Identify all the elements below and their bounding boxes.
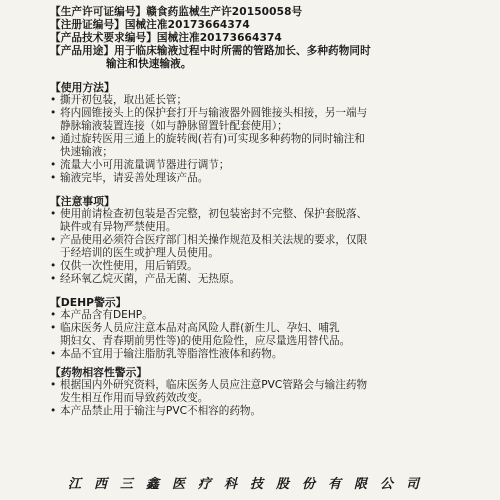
bullet-icon: • [50, 94, 57, 106]
drug-compatibility-title: 【药物相容性警示】 [50, 366, 148, 379]
drug-compatibility-item-text: 根据国内外研究资料，临床医务人员应注意PVC管路会与输注药物 [60, 379, 368, 391]
precaution-item-text: 产品使用必须符合医疗部门相关操作规范及相关法规的要求，仅限 [60, 234, 368, 246]
usage-method-item-3-cont [50, 146, 490, 159]
dehp-warning-item-1 [50, 309, 490, 322]
usage-method-item-4 [50, 159, 490, 172]
usage-method-item-text: 快速输液； [60, 146, 113, 158]
precaution-item-text: 使用前请检查初包装是否完整，初包装密封不完整、保护套脱落、 [60, 208, 368, 220]
drug-compatibility-item-1 [50, 379, 490, 392]
bullet-icon: • [50, 159, 57, 171]
technical-requirement-number: 【产品技术要求编号】国械注准20173664374 [50, 32, 282, 44]
bullet-icon: • [50, 260, 57, 272]
dehp-warning-item-text: 临床医务人员应注意本品对高风险人群(新生儿、孕妇、哺乳 [60, 322, 340, 334]
precaution-item-text: 仅供一次性使用，用后销毁。 [60, 260, 198, 272]
drug-compatibility-item-2 [50, 405, 490, 418]
drug-compatibility-list [50, 379, 490, 418]
drug-compatibility-item-1-cont [50, 392, 490, 405]
precaution-item-2 [50, 234, 490, 247]
precaution-item-3 [50, 260, 490, 273]
drug-compatibility-item-text: 本产品禁止用于输注与PVC不相容的药物。 [60, 405, 262, 417]
bullet-icon: • [50, 273, 57, 285]
dehp-warning-item-text: 本品不宜用于输注脂肪乳等脂溶性液体和药物。 [60, 348, 283, 360]
bullet-icon: • [50, 348, 57, 360]
usage-method-title: 【使用方法】 [50, 81, 115, 94]
bullet-icon: • [50, 234, 57, 246]
precautions-title: 【注意事项】 [50, 195, 115, 208]
usage-method-item-text: 将内圆锥接头上的保护套打开与输液器外圆锥接头相接，另一端与 [60, 107, 368, 119]
precautions-list [50, 208, 490, 286]
usage-method-list [50, 94, 490, 185]
usage-method-item-text: 输液完毕，请妥善处理该产品。 [60, 172, 209, 184]
usage-method-item-2-cont [50, 120, 490, 133]
dehp-warning-item-2 [50, 322, 490, 335]
product-usage-line-2: 输注和快速输液。 [106, 58, 192, 70]
usage-method-item-3 [50, 133, 490, 146]
bullet-icon: • [50, 208, 57, 220]
bullet-icon: • [50, 309, 57, 321]
bullet-icon: • [50, 107, 57, 119]
usage-method-item-text: 撕开初包装，取出延长管； [60, 94, 188, 106]
usage-method-item-1 [50, 94, 490, 107]
precaution-item-2-cont [50, 247, 490, 260]
dehp-warning-list [50, 309, 490, 361]
precaution-item-text: 经环氧乙烷灭菌，产品无菌、无热原。 [60, 273, 241, 285]
product-header [50, 6, 490, 71]
production-license: 【生产许可证编号】赣食药监械生产许20150058号 [50, 6, 303, 18]
usage-method-item-text: 通过旋转医用三通上的旋转阀(若有)可实现多种药物的同时输注和 [60, 133, 365, 145]
usage-method-item-text: 静脉输液装置连接（如与静脉留置针配套使用）； [60, 120, 288, 132]
company-name: 江西三鑫医疗科技股份有限公司 [67, 477, 432, 492]
usage-method-item-2 [50, 107, 490, 120]
bullet-icon: • [50, 322, 57, 334]
usage-method-item-text: 流量大小可用流量调节器进行调节； [60, 159, 230, 171]
precaution-item-text: 缺件或有异物严禁使用。 [60, 221, 177, 233]
usage-method-item-5 [50, 172, 490, 185]
precaution-item-1-cont [50, 221, 490, 234]
registration-certificate: 【注册证编号】国械注准20173664374 [50, 19, 250, 31]
bullet-icon: • [50, 405, 57, 417]
dehp-warning-title: 【DEHP警示】 [50, 296, 127, 309]
drug-compatibility-item-text: 发生相互作用而导致药效改变。 [60, 392, 209, 404]
bullet-icon: • [50, 172, 57, 184]
product-usage-line-1: 【产品用途】用于临床输液过程中时所需的管路加长、多种药物同时 [50, 45, 371, 57]
precaution-item-text: 于经培训的医生或护理人员使用。 [60, 247, 219, 259]
dehp-warning-item-3 [50, 348, 490, 361]
dehp-warning-item-2-cont [50, 335, 490, 348]
bullet-icon: • [50, 379, 57, 391]
bullet-icon: • [50, 133, 57, 145]
dehp-warning-item-text: 期妇女、青春期前男性等)的使用危险性，应尽量选用替代品。 [60, 335, 351, 347]
precaution-item-4 [50, 273, 490, 286]
precaution-item-1 [50, 208, 490, 221]
dehp-warning-item-text: 本产品含有DEHP。 [60, 309, 153, 321]
